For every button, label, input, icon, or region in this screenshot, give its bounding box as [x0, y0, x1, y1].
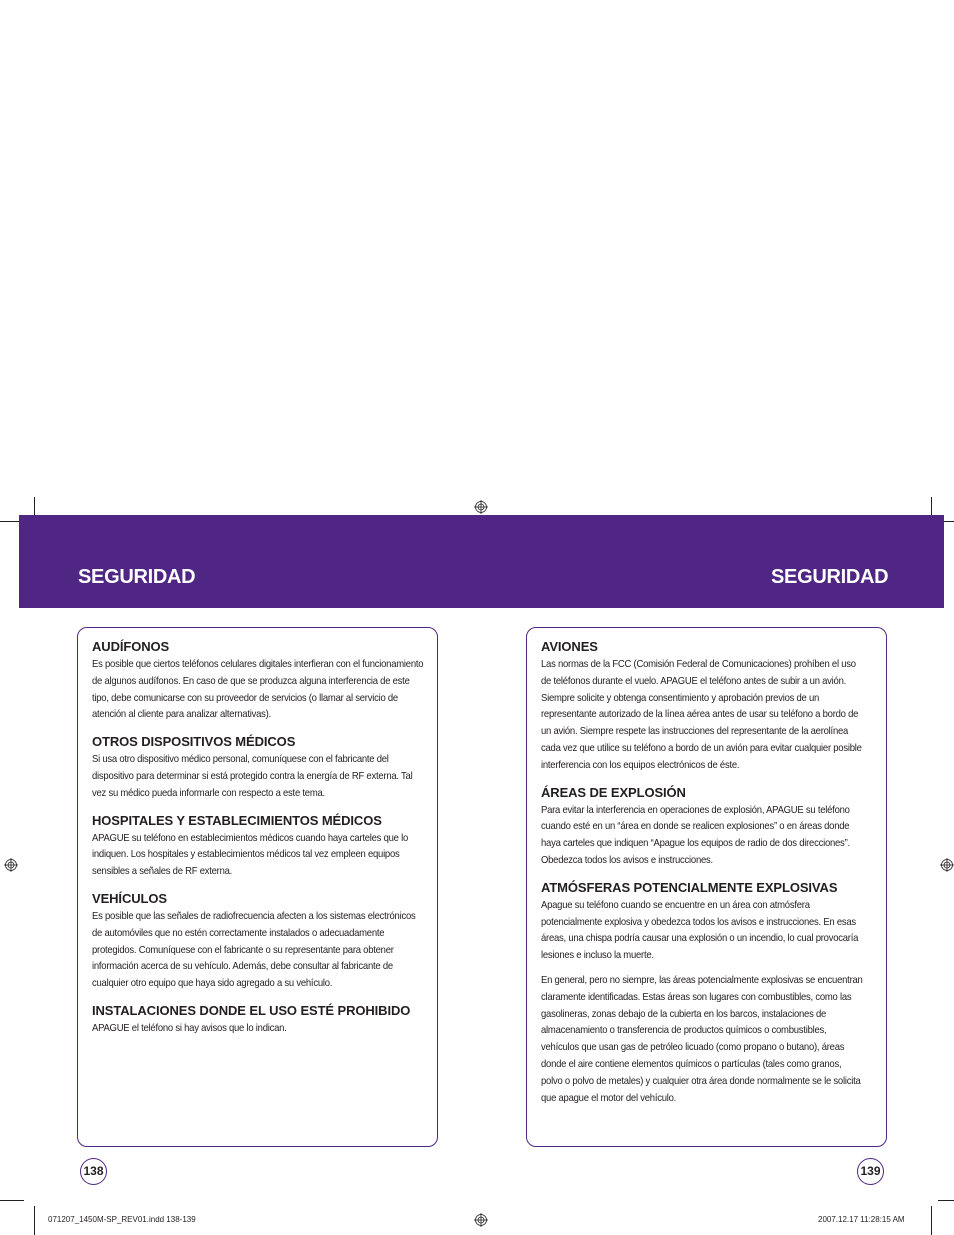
section-otros-dispositivos: [92, 734, 428, 802]
section-heading: AVIONES: [541, 639, 598, 654]
registration-mark-icon: [474, 500, 488, 514]
section-body: Es posible que ciertos teléfonos celulares digitales interfieran con el funcionamiento de algunos audífonos. En caso de que se produzca alguna interferencia de este tipo, debe comunicarse con su proveedor de servicios (o llamar al servicio de atención al cliente para analizar alternativas).: [92, 659, 424, 721]
section-body: Apague su teléfono cuando se encuentre en un área con atmósfera potencialmente explosiva y obedezca todos los avisos e instrucciones. En esas áreas, una chispa podría causar una explosión o un incendio, lo cual provocaría lesiones e incluso la muerte.: [541, 899, 859, 962]
section-body: APAGUE su teléfono en establecimientos médicos cuando haya carteles que lo indiquen. Los hospitales y establecimientos médicos tal vez empleen equipos sensibles a señales de RF externa.: [92, 832, 408, 878]
section-heading: ÁREAS DE EXPLOSIÓN: [541, 784, 686, 800]
left-column: [92, 639, 428, 1048]
section-heading: VEHÍCULOS: [92, 890, 167, 906]
section-hospitales: [92, 813, 428, 881]
section-atmosferas: [541, 880, 865, 1108]
footer-file-info: 071207_1450M-SP_REV01.indd 138-139: [48, 1215, 196, 1224]
section-heading: OTROS DISPOSITIVOS MÉDICOS: [92, 734, 296, 750]
section-vehiculos: [92, 891, 428, 993]
section-body: Para evitar la interferencia en operaciones de explosión, APAGUE su teléfono cuando esté en un “área en donde se realicen explosiones” o en áreas donde haya carteles que indiquen “Apague los equipos de radio de dos direcciones”. Obedezca todos los avisos e instrucciones.: [541, 804, 850, 866]
header-band: [19, 515, 944, 608]
section-body: Si usa otro dispositivo médico personal, comuníquese con el fabricante del dispositivo para determinar si está protegido contra la energía de RF externa. Tal vez su médico pueda informarle con respecto a este tema.: [92, 754, 413, 799]
crop-mark: [0, 1200, 24, 1201]
crop-mark: [938, 1200, 954, 1201]
section-heading: INSTALACIONES DONDE EL USO ESTÉ PROHIBIDO: [92, 1002, 411, 1018]
section-audifonos: [92, 639, 428, 724]
section-heading: HOSPITALES Y ESTABLECIMIENTOS MÉDICOS: [92, 812, 382, 828]
section-body: APAGUE el teléfono si hay avisos que lo indican.: [92, 1022, 287, 1034]
page-number-left: 138: [80, 1158, 107, 1185]
page-title-left: SEGURIDAD: [78, 566, 196, 588]
section-instalaciones: [92, 1003, 428, 1038]
footer-timestamp: 2007.12.17 11:28:15 AM: [818, 1215, 905, 1224]
registration-mark-icon: [4, 858, 18, 872]
section-heading: ATMÓSFERAS POTENCIALMENTE EXPLOSIVAS: [541, 879, 838, 895]
crop-mark: [34, 1206, 35, 1235]
section-areas-explosion: [541, 785, 865, 870]
section-aviones: [541, 639, 865, 775]
section-body-2: En general, pero no siempre, las áreas potencialmente explosivas se encuentran claramente identificadas. Estas áreas son lugares con combustibles, como las gasolineras, zonas debajo de la cubierta en los barcos, instalaciones de almacenamiento o transferencia de productos químicos o combustibles, vehículos que usan gas de petróleo licuado (como propano o butano), áreas donde el aire contiene elementos químicos o partículas (tales como granos, polvo o polvo de metales) y cualquier otra área donde normalmente se le solicita que apague el motor del vehículo.: [541, 974, 863, 1104]
section-heading: AUDÍFONOS: [92, 639, 170, 654]
section-body: Las normas de la FCC (Comisión Federal de Comunicaciones) prohíben el uso de teléfonos durante el vuelo. APAGUE el teléfono antes de subir a un avión. Siempre solicite y obtenga consentimiento y aprobación previos de un representante autorizado de la línea aérea antes de usar su teléfono a bordo de un avión. Siempre respete las instrucciones del representante de la aerolínea cada vez que utilice su teléfono a bordo de un avión para evitar cualquier posible interferencia con los equipos electrónicos de éste.: [541, 659, 862, 771]
crop-mark: [931, 1206, 932, 1235]
section-body: Es posible que las señales de radiofrecuencia afecten a los sistemas electrónicos de automóviles que no estén correctamente instalados o adecuadamente protegidos. Comuníquese con el fabricante o su representante para obtener información acerca de su vehículo. Además, debe consultar al fabricante de cualquier otro equipo que haya sido agregado a su vehículo.: [92, 910, 416, 990]
registration-mark-icon: [940, 858, 954, 872]
page-title-right: SEGURIDAD: [771, 566, 889, 588]
registration-mark-icon: [474, 1213, 488, 1227]
page-number-right: 139: [857, 1158, 884, 1185]
right-column: [541, 639, 865, 1117]
